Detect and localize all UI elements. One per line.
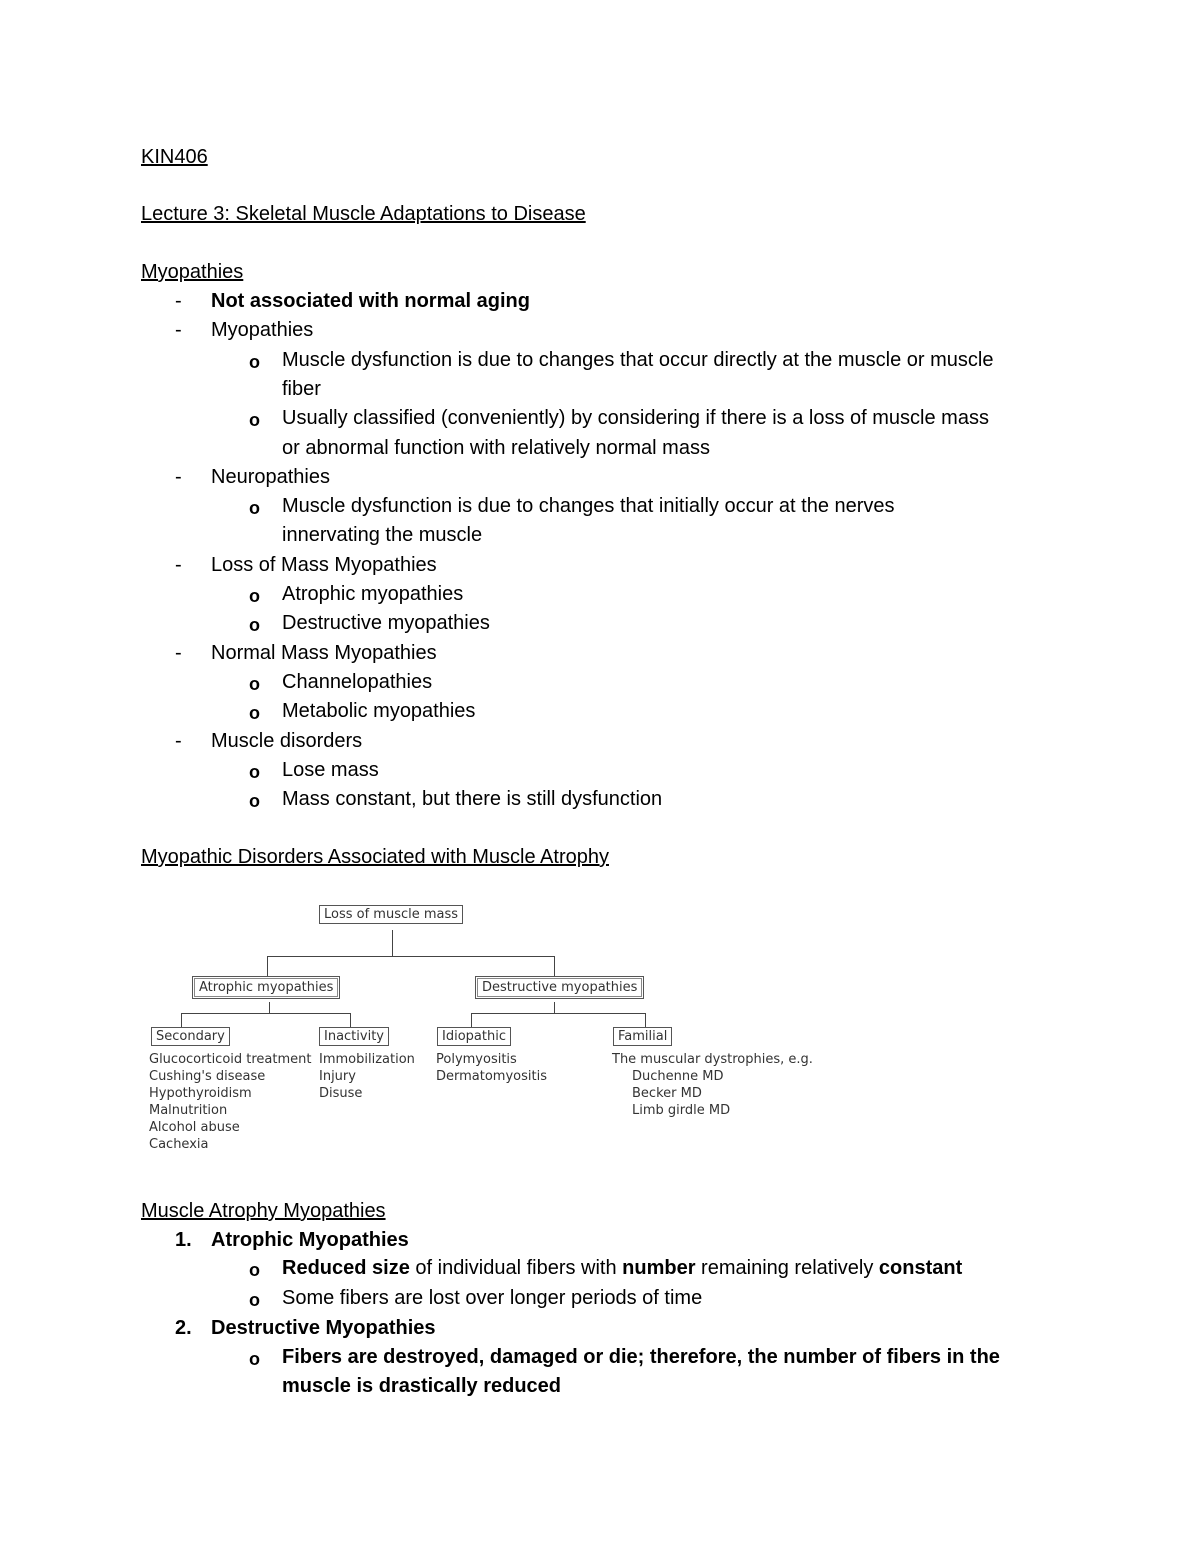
list-item: innervating the muscle	[282, 524, 483, 546]
list-item: Usually classified (conveniently) by considering if there is a loss of muscle mass	[282, 407, 989, 429]
dash-marker: -	[175, 466, 182, 488]
list-item: Neuropathies	[211, 466, 330, 488]
diagram-list-item: Disuse	[319, 1086, 363, 1101]
node-familial: Familial	[613, 1027, 672, 1046]
diagram-list-item: The muscular dystrophies, e.g.	[612, 1052, 813, 1067]
bullet-marker: o	[249, 410, 260, 430]
diagram-list-item: Glucocorticoid treatment	[149, 1052, 312, 1067]
diagram-list-item: Dermatomyositis	[436, 1069, 547, 1084]
bullet-marker: o	[249, 762, 260, 782]
node-secondary: Secondary	[151, 1027, 230, 1046]
section-heading-atrophy-disorders: Myopathic Disorders Associated with Muscle Atrophy	[141, 846, 609, 868]
diagram-list-item: Limb girdle MD	[632, 1103, 731, 1118]
diagram-list-item: Immobilization	[319, 1052, 415, 1067]
bullet-marker: o	[249, 498, 260, 518]
node-idiopathic: Idiopathic	[437, 1027, 511, 1046]
bullet-marker: o	[249, 1260, 260, 1280]
list-item: Destructive myopathies	[282, 612, 490, 634]
dash-marker: -	[175, 290, 182, 312]
lecture-title: Lecture 3: Skeletal Muscle Adaptations to Disease	[141, 203, 586, 225]
node-loss-of-muscle-mass: Loss of muscle mass	[319, 905, 463, 924]
list-item: Muscle dysfunction is due to changes that initially occur at the nerves	[282, 495, 895, 517]
diagram-list-item: Injury	[319, 1069, 356, 1084]
course-code: KIN406	[141, 146, 208, 168]
list-item: or abnormal function with relatively normal mass	[282, 437, 710, 459]
node-destructive-myopathies: Destructive myopathies	[475, 976, 644, 999]
bullet-marker: o	[249, 791, 260, 811]
idiopathic-causes-list	[436, 1051, 547, 1085]
item-title-destructive: Destructive Myopathies	[211, 1317, 436, 1339]
atrophic-bullet-1: Reduced size of individual fibers with number remaining relatively constant	[282, 1257, 963, 1279]
bullet-marker: o	[249, 1290, 260, 1310]
item-number-1: 1.	[175, 1229, 192, 1251]
list-item: Normal Mass Myopathies	[211, 642, 437, 664]
bullet-marker: o	[249, 615, 260, 635]
diagram-list-item: Duchenne MD	[632, 1069, 724, 1084]
item-title-atrophic: Atrophic Myopathies	[211, 1229, 409, 1251]
item-number-2: 2.	[175, 1317, 192, 1339]
familial-causes-list	[612, 1051, 813, 1119]
diagram-list-item: Malnutrition	[149, 1103, 228, 1118]
diagram-list-item: Cushing's disease	[149, 1069, 266, 1084]
inactivity-causes-list	[319, 1051, 415, 1102]
node-inactivity: Inactivity	[319, 1027, 389, 1046]
diagram-list-item: Cachexia	[149, 1137, 209, 1152]
list-item: Myopathies	[211, 319, 314, 341]
secondary-causes-list	[149, 1051, 312, 1153]
list-item: Channelopathies	[282, 671, 433, 693]
node-atrophic-myopathies: Atrophic myopathies	[192, 976, 340, 999]
dash-marker: -	[175, 730, 182, 752]
list-item: Muscle dysfunction is due to changes that occur directly at the muscle or muscle	[282, 349, 994, 371]
destructive-bullet-line-1: Fibers are destroyed, damaged or die; therefore, the number of fibers in the	[282, 1346, 1000, 1368]
dash-marker: -	[175, 319, 182, 341]
section-heading-atrophy-myopathies: Muscle Atrophy Myopathies	[141, 1200, 386, 1222]
list-item: Lose mass	[282, 759, 379, 781]
list-item: Mass constant, but there is still dysfunction	[282, 788, 663, 810]
diagram-list-item: Hypothyroidism	[149, 1086, 252, 1101]
bullet-marker: o	[249, 1349, 260, 1369]
dash-marker: -	[175, 642, 182, 664]
list-item: Loss of Mass Myopathies	[211, 554, 437, 576]
bullet-marker: o	[249, 352, 260, 372]
diagram-list-item: Polymyositis	[436, 1052, 517, 1067]
list-item: Metabolic myopathies	[282, 700, 476, 722]
bullet-marker: o	[249, 703, 260, 723]
bullet-marker: o	[249, 674, 260, 694]
list-item: Atrophic myopathies	[282, 583, 464, 605]
atrophic-bullet-2: Some fibers are lost over longer periods of time	[282, 1287, 703, 1309]
list-item: fiber	[282, 378, 321, 400]
list-item: Muscle disorders	[211, 730, 363, 752]
bullet-marker: o	[249, 586, 260, 606]
loss-of-muscle-mass-diagram	[141, 896, 831, 1156]
diagram-list-item: Becker MD	[632, 1086, 702, 1101]
destructive-bullet-line-2: muscle is drastically reduced	[282, 1375, 562, 1397]
dash-marker: -	[175, 554, 182, 576]
list-item: Not associated with normal aging	[211, 290, 530, 312]
diagram-list-item: Alcohol abuse	[149, 1120, 240, 1135]
section-heading-myopathies: Myopathies	[141, 261, 244, 283]
